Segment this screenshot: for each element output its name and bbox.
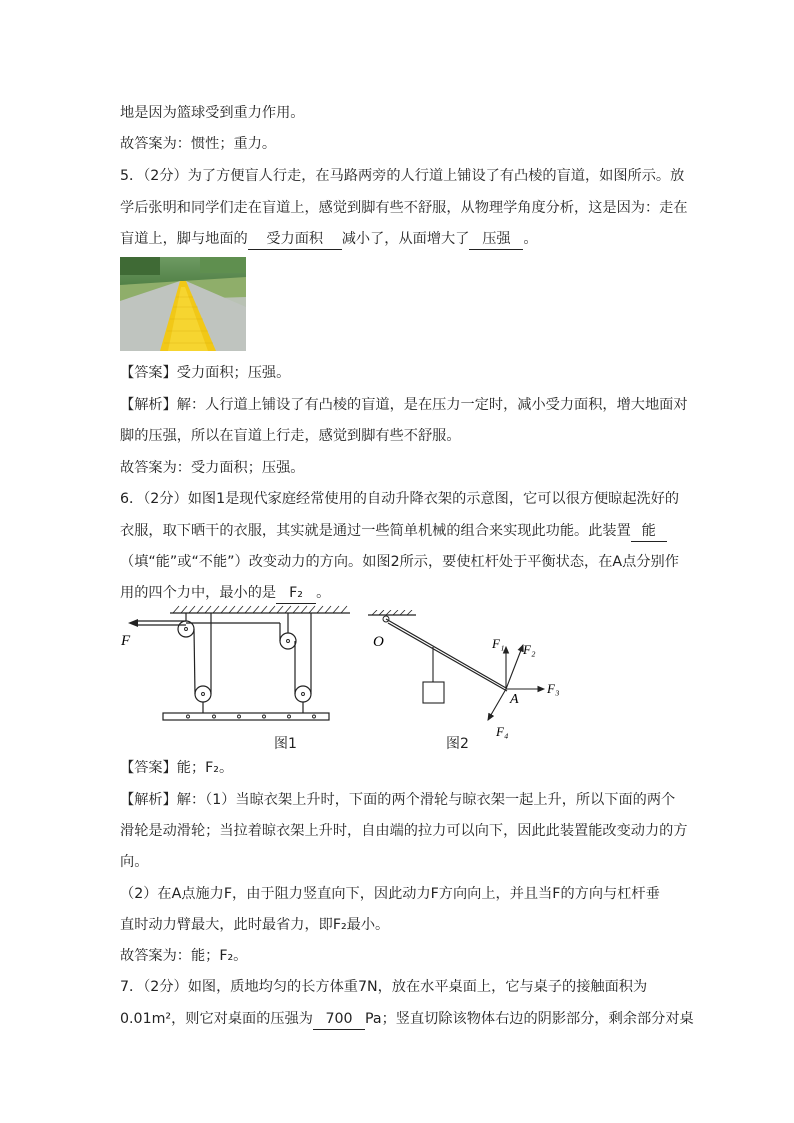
q6-stem: 6．（2分）如图1是现代家庭经常使用的自动升降衣架的示意图，它可以很方便晾起洗好的 [120,491,680,507]
q6-stem [120,521,667,542]
figure-1-caption: 图1 [274,736,297,752]
q6-explanation: 向。 [120,854,149,870]
q6-stem [120,583,330,604]
answer-blank: 能 [631,521,667,542]
q6-final: 故答案为：能；F₂。 [120,948,248,964]
answer-blank: 压强 [469,229,523,250]
force-label-F3: F₃ [547,681,560,696]
answer-blank: 受力面积 [248,229,342,250]
q5-explanation: 【解析】解：人行道上铺设了有凸棱的盲道，是在压力一定时，减小受力面积，增大地面对 [120,397,688,413]
tactile-paving-photo [120,257,246,351]
force-label-F1: F₁ [492,636,505,651]
answer-blank: F₂ [276,583,316,604]
figure-1-pulley-rack [118,603,358,725]
text-run: 。 [316,585,331,601]
point-label-A: A [510,692,519,707]
q7-stem [120,1009,694,1030]
q6-explanation: 【解析】解：（1）当晾衣架上升时，下面的两个滑轮与晾衣架一起上升，所以下面的两个 [120,792,676,808]
force-label-F4: F₄ [496,724,509,739]
text-run: 0.01m²，则它对桌面的压强为 [120,1011,313,1027]
q6-stem: （填“能”或“不能”）改变动力的方向。如图2所示，要使杠杆处于平衡状态，在A点分别作 [120,554,679,570]
text-run: 用的四个力中，最小的是 [120,585,277,601]
answer-blank: 700 [313,1009,365,1030]
force-label-F: F [121,633,131,649]
q5-stem [120,229,538,250]
q5-stem: 学后张明和同学们走在盲道上，感觉到脚有些不舒服，从物理学角度分析，这是因为：走在 [120,200,688,216]
figure-2-lever [366,610,576,740]
text-run: 盲道上，脚与地面的 [120,231,248,247]
text-run: 减小了，从面增大了 [341,231,470,247]
q6-explanation: 滑轮是动滑轮；当拉着晾衣架上升时，自由端的拉力可以向下，因此此装置能改变动力的方 [120,823,688,839]
text-run: 衣服，取下晒干的衣服，其实就是通过一些简单机械的组合来实现此功能。此装置 [120,523,631,539]
text-run: Pa；竖直切除该物体右边的阴影部分，剩余部分对桌 [364,1011,694,1027]
figure-2-caption: 图2 [446,736,469,752]
q6-explanation: （2）在A点施力F，由于阻力竖直向下，因此动力F方向向上，并且当F的方向与杠杆垂 [120,886,660,902]
q7-stem: 7．（2分）如图，质地均匀的长方体重7N，放在水平桌面上，它与桌子的接触面积为 [120,979,648,995]
q5-explanation: 脚的压强，所以在盲道上行走，感觉到脚有些不舒服。 [120,428,461,444]
text-line: 地是因为篮球受到重力作用。 [120,105,305,121]
q5-final: 故答案为：受力面积；压强。 [120,460,305,476]
text-run: 。 [523,231,538,247]
q6-explanation: 直时动力臂最大，此时最省力，即F₂最小。 [120,917,390,933]
q5-stem: 5．（2分）为了方便盲人行走，在马路两旁的人行道上铺设了有凸棱的盲道，如图所示。放 [120,168,685,184]
q6-answer: 【答案】能；F₂。 [120,760,234,776]
pivot-label-O: O [373,634,384,650]
force-label-F2: F₂ [523,642,536,657]
q5-answer: 【答案】受力面积；压强。 [120,365,291,381]
text-line: 故答案为：惯性；重力。 [120,136,277,152]
